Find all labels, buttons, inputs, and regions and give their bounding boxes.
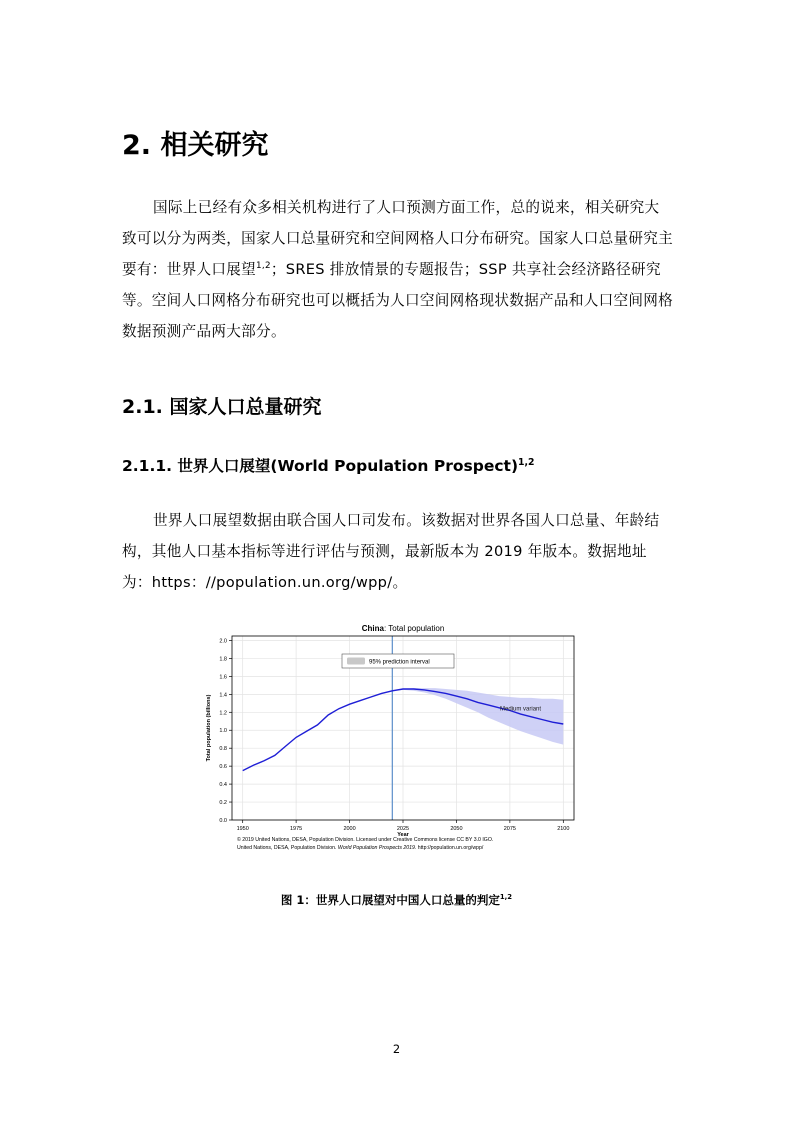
heading-citation-sup: 1,2 [518, 456, 535, 468]
x-tick-label: 2000 [343, 826, 356, 832]
y-tick-label: 1.8 [219, 656, 227, 663]
credit-line-2-part: World Population Prospects 2019 [337, 845, 415, 851]
y-tick-label: 0.6 [219, 764, 227, 771]
subsubsection-heading [122, 453, 535, 479]
chart-title-metric: : Total population [383, 624, 445, 633]
chart-title [362, 624, 445, 633]
y-tick-label: 1.2 [219, 710, 227, 717]
medium-variant-annotation: Medium variant [500, 706, 542, 713]
x-tick-label: 2075 [503, 826, 516, 832]
wpp-paragraph [122, 505, 674, 598]
intro-text: 国际上已经有众多相关机构进行了人口预测方面工作，总的说来，相关研究大致可以分为两类，国家人口总量研究和空间网格人口分布研究。国家人口总量研究主要有：世界人口展望 [122, 199, 674, 278]
y-tick-label: 0.8 [219, 746, 227, 753]
caption-text: 图 1：世界人口展望对中国人口总量的判定 [280, 893, 500, 907]
y-tick-label: 1.0 [219, 728, 227, 735]
credit-line-2-part: . http://population.un.org/wpp/ [414, 845, 484, 851]
y-axis-label: Total population (billions) [206, 694, 212, 762]
figure-caption [0, 892, 793, 908]
population-figure [192, 620, 587, 856]
credit-line-2 [237, 845, 484, 851]
x-axis-label: Year [397, 832, 409, 838]
legend-label: 95% prediction interval [369, 659, 430, 666]
x-tick-label: 2025 [396, 826, 410, 832]
y-tick-label: 1.6 [219, 674, 227, 681]
subsubsection-title: 2.1.1. 世界人口展望(World Population Prospect) [122, 457, 519, 475]
y-tick-label: 0.2 [219, 800, 227, 807]
page-number: 2 [392, 1042, 401, 1056]
chart-title-country: China [361, 624, 384, 633]
caption-citation-sup: 1,2 [499, 893, 513, 902]
x-tick-label: 1950 [236, 826, 249, 832]
y-tick-label: 2.0 [219, 638, 227, 645]
citation-sup: 1,2 [256, 261, 271, 272]
x-tick-label: 1975 [290, 826, 303, 832]
subsection-heading: 2.1. 国家人口总量研究 [122, 396, 322, 418]
intro-text-tail: ；SRES 排放情景的专题报告；SSP 共享社会经济路径研究等。空间人口网格分布研究也可以概括为人口空间网格现状数据产品和人口空间网格数据预测产品两大部分。 [122, 261, 674, 340]
section-heading: 2. 相关研究 [122, 130, 269, 161]
population-chart [192, 620, 587, 856]
credit-line-1: © 2019 United Nations, DESA, Population Division. Licensed under Creative Commons license CC BY 3.0 IGO. [237, 837, 494, 843]
y-tick-label: 0.0 [219, 818, 227, 824]
y-tick-label: 1.4 [219, 692, 227, 699]
x-tick-label: 2050 [450, 826, 463, 832]
wpp-text: 世界人口展望数据由联合国人口司发布。该数据对世界各国人口总量、年龄结构，其他人口基本指标等进行评估与预测，最新版本为 2019 年版本。数据地址为：https：//population.un.org/wpp/。 [122, 512, 660, 591]
intro-paragraph [122, 192, 674, 347]
legend-swatch [347, 658, 365, 665]
x-tick-label: 2100 [557, 826, 570, 832]
credit-line-2-part: United Nations, DESA, Population Division. [237, 845, 338, 851]
y-tick-label: 0.4 [219, 782, 227, 789]
